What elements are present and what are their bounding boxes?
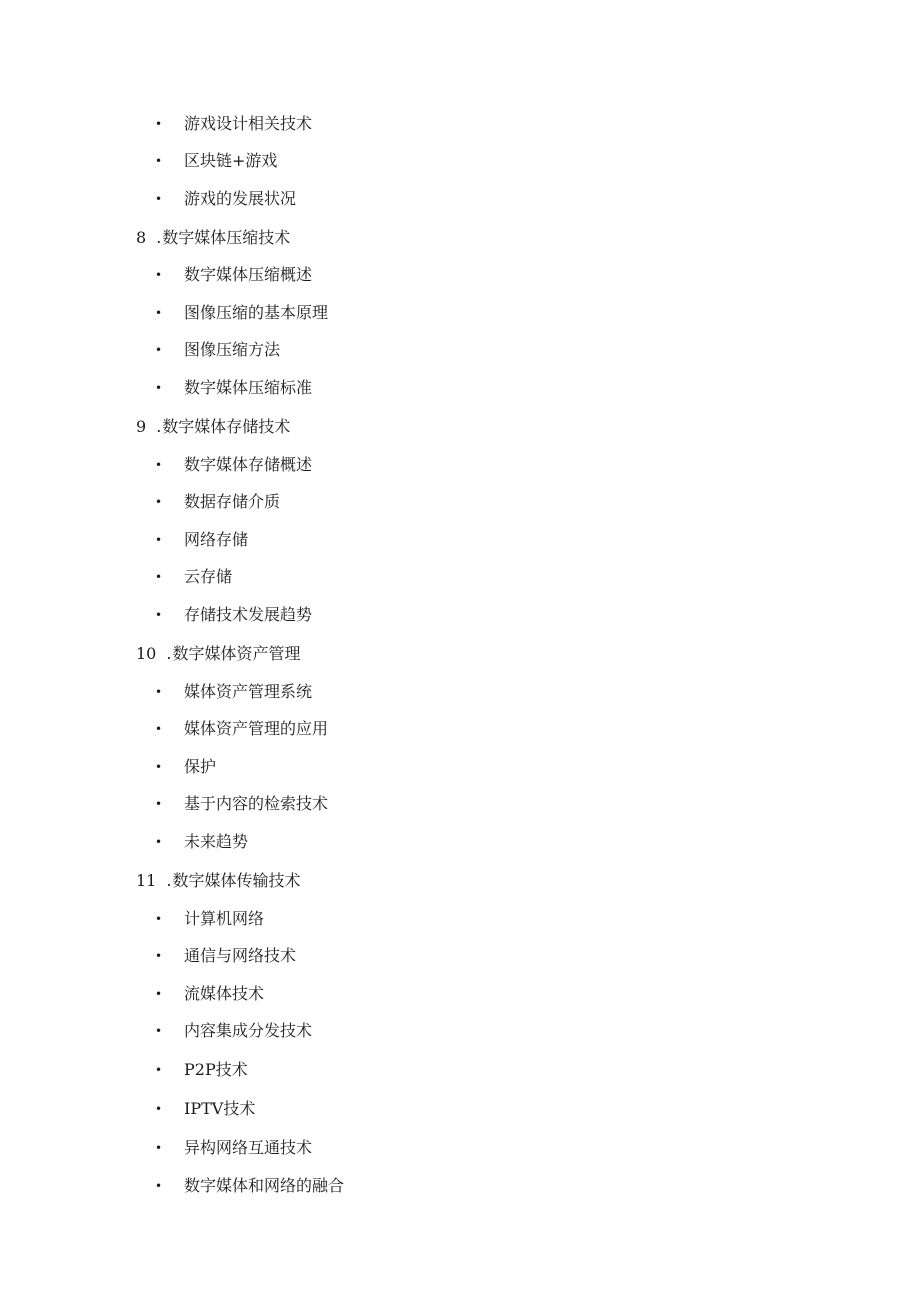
- list-item-text: 游戏设计相关技术: [184, 114, 313, 133]
- list-item-text: P2P技术: [184, 1060, 248, 1079]
- section-title: 数字媒体资产管理: [172, 644, 301, 663]
- list-item-text: 数字媒体存储概述: [184, 455, 313, 474]
- bullet-icon: •: [155, 685, 163, 699]
- list-item-text: 流媒体技术: [184, 984, 265, 1003]
- section-title: 数字媒体存储技术: [162, 417, 291, 436]
- bullet-icon: •: [155, 987, 163, 1001]
- list-item: [155, 492, 280, 512]
- bullet-icon: •: [155, 835, 163, 849]
- section-heading: [136, 417, 290, 437]
- bullet-icon: •: [155, 495, 163, 509]
- bullet-icon: •: [155, 570, 163, 584]
- list-item: [155, 303, 328, 323]
- bullet-icon: •: [155, 117, 163, 131]
- list-item-text: 网络存储: [184, 530, 249, 549]
- bullet-icon: •: [155, 760, 163, 774]
- list-item-text: 数字媒体和网络的融合: [184, 1176, 345, 1195]
- bullet-icon: •: [155, 608, 163, 622]
- section-separator: .: [156, 417, 162, 436]
- list-item: [155, 909, 264, 929]
- list-item: [155, 567, 232, 587]
- section-number: 11: [136, 871, 157, 890]
- section-separator: .: [166, 871, 172, 890]
- section-heading: [136, 228, 290, 248]
- list-item-text: 内容集成分发技术: [184, 1021, 313, 1040]
- bullet-icon: •: [155, 1179, 163, 1193]
- bullet-icon: •: [155, 154, 163, 168]
- bullet-icon: •: [155, 1102, 163, 1116]
- bullet-icon: •: [155, 343, 163, 357]
- list-item: [155, 605, 312, 625]
- list-item: [155, 682, 312, 702]
- section-number: 8: [136, 228, 147, 247]
- list-item-text: 数字媒体压缩概述: [184, 265, 313, 284]
- list-item-text: 图像压缩方法: [184, 340, 281, 359]
- list-item-text: 媒体资产管理系统: [184, 682, 313, 701]
- list-item: [155, 757, 216, 777]
- list-item: [155, 265, 312, 285]
- list-item: [155, 340, 280, 360]
- list-item-text: 媒体资产管理的应用: [184, 719, 329, 738]
- bullet-icon: •: [155, 381, 163, 395]
- list-item-text: 区块链+游戏: [184, 151, 278, 170]
- list-item-text: 数字媒体压缩标准: [184, 378, 313, 397]
- list-item: [155, 1060, 248, 1080]
- list-item: [155, 530, 248, 550]
- bullet-icon: •: [155, 1024, 163, 1038]
- list-item-text: 数据存储介质: [184, 492, 281, 511]
- bullet-icon: •: [155, 306, 163, 320]
- list-item-text: 未来趋势: [184, 832, 249, 851]
- bullet-icon: •: [155, 458, 163, 472]
- bullet-icon: •: [155, 533, 163, 547]
- section-number: 10: [136, 644, 157, 663]
- bullet-icon: •: [155, 192, 163, 206]
- list-item: [155, 794, 328, 814]
- list-item-text: 计算机网络: [184, 909, 265, 928]
- list-item: [155, 455, 312, 475]
- list-item: [155, 719, 328, 739]
- section-title: 数字媒体传输技术: [172, 871, 301, 890]
- bullet-icon: •: [155, 722, 163, 736]
- list-item: [155, 1176, 344, 1196]
- section-separator: .: [166, 644, 172, 663]
- list-item: [155, 114, 312, 134]
- list-item: [155, 151, 277, 171]
- list-item-text: 异构网络互通技术: [184, 1138, 313, 1157]
- bullet-icon: •: [155, 949, 163, 963]
- list-item-text: 图像压缩的基本原理: [184, 303, 329, 322]
- section-heading: [136, 644, 300, 664]
- list-item-text: 游戏的发展状况: [184, 189, 297, 208]
- list-item-text: 存储技术发展趋势: [184, 605, 313, 624]
- list-item: [155, 832, 248, 852]
- bullet-icon: •: [155, 912, 163, 926]
- list-item-text: 基于内容的检索技术: [184, 794, 329, 813]
- section-separator: .: [156, 228, 162, 247]
- list-item-text: IPTV技术: [184, 1099, 256, 1118]
- list-item-text: 通信与网络技术: [184, 946, 297, 965]
- list-item: [155, 1138, 312, 1158]
- list-item: [155, 984, 264, 1004]
- list-item-text: 云存储: [184, 567, 233, 586]
- list-item-text: 保护: [184, 757, 217, 776]
- list-item: [155, 1099, 255, 1119]
- bullet-icon: •: [155, 797, 163, 811]
- section-title: 数字媒体压缩技术: [162, 228, 291, 247]
- list-item: [155, 378, 312, 398]
- list-item: [155, 189, 296, 209]
- section-number: 9: [136, 417, 147, 436]
- list-item: [155, 946, 296, 966]
- bullet-icon: •: [155, 268, 163, 282]
- bullet-icon: •: [155, 1141, 163, 1155]
- section-heading: [136, 871, 300, 891]
- list-item: [155, 1021, 312, 1041]
- bullet-icon: •: [155, 1063, 163, 1077]
